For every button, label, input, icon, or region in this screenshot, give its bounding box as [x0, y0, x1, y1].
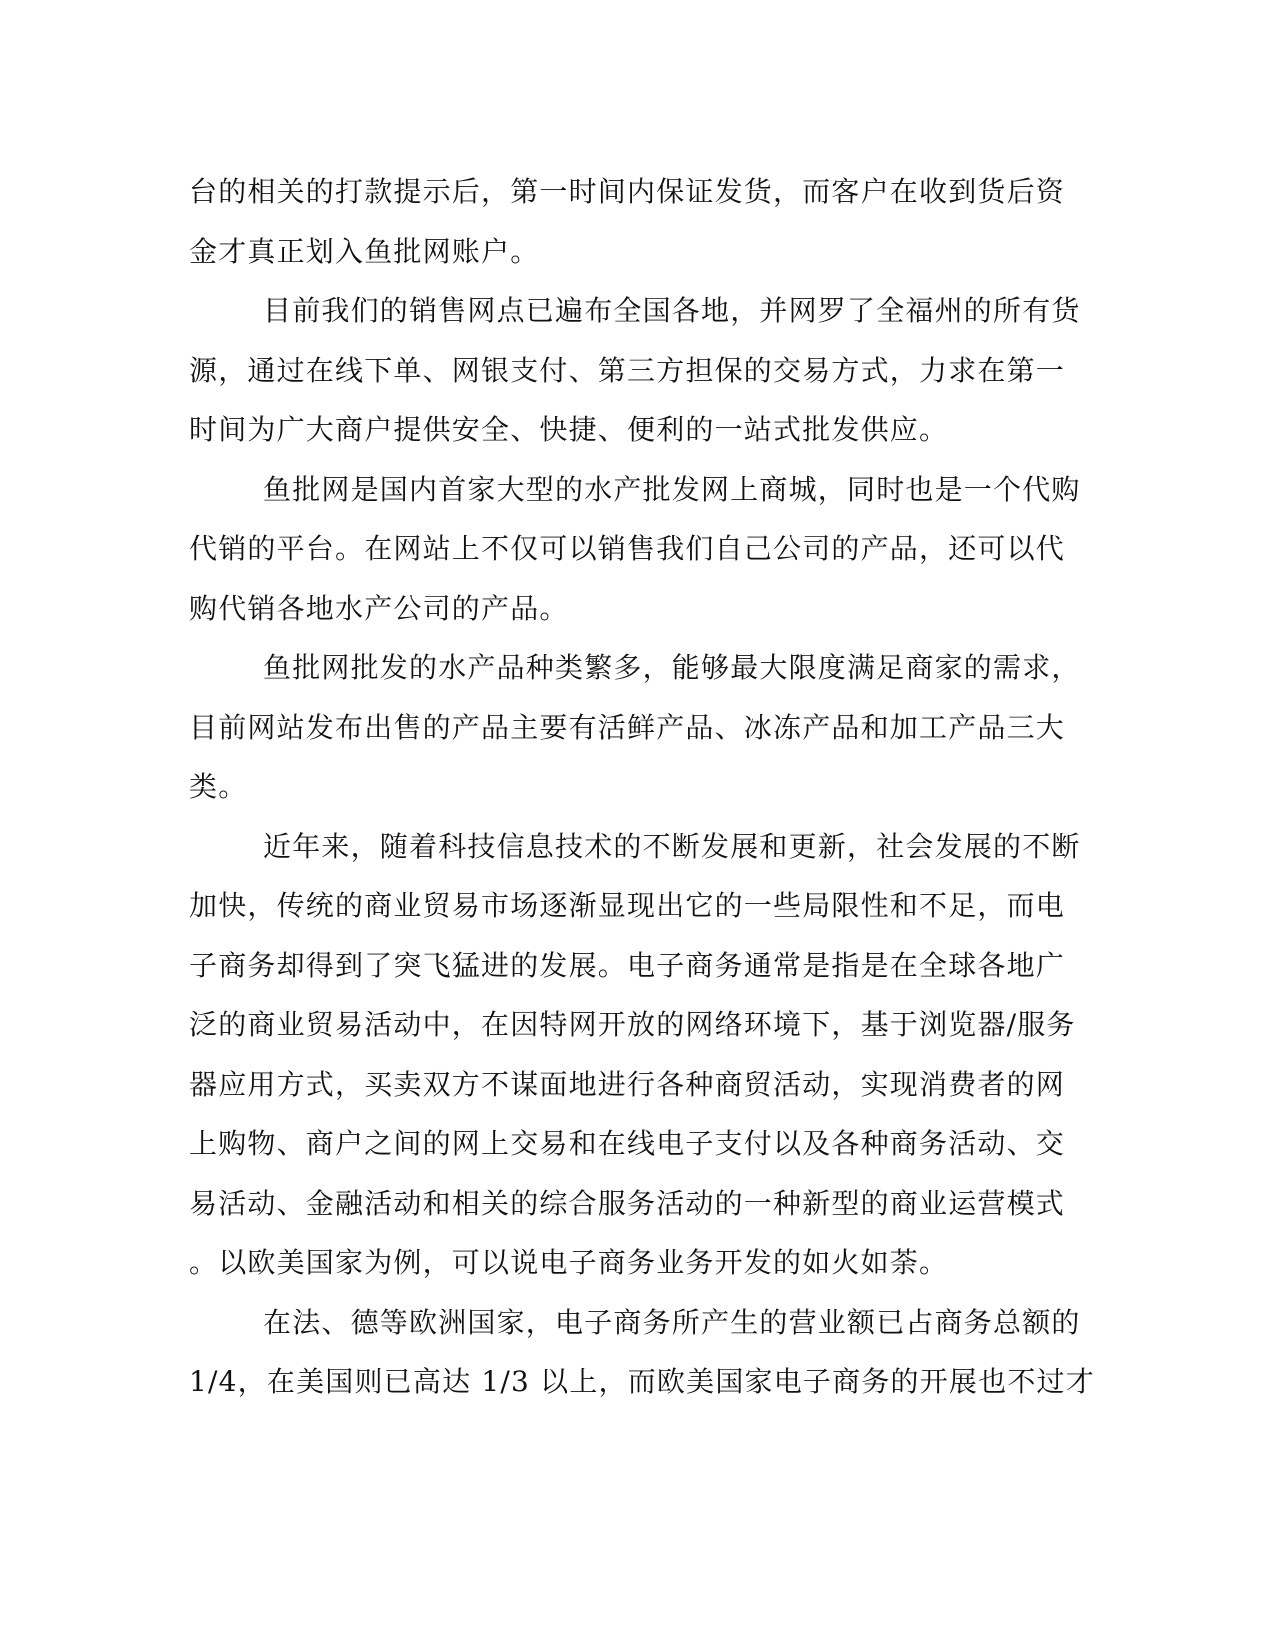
text-line: 上购物、商户之间的网上交易和在线电子支付以及各种商务活动、交 — [189, 1127, 1066, 1160]
text-line: 源，通过在线下单、网银支付、第三方担保的交易方式，力求在第一 — [189, 353, 1066, 387]
text-line: 器应用方式，买卖双方不谋面地进行各种商贸活动，实现消费者的网 — [189, 1067, 1066, 1101]
paragraph-first-line: 鱼批网批发的水产品种类繁多，能够最大限度满足商家的需求， — [263, 651, 1081, 684]
text-line: 泛的商业贸易活动中，在因特网开放的网络环境下，基于浏览器/服务 — [189, 1008, 1076, 1041]
paragraph-first-line: 在法、德等欧洲国家，电子商务所产生的营业额已占商务总额的 — [263, 1305, 1081, 1339]
document-body — [189, 162, 1095, 1412]
text-line: 购代销各地水产公司的产品。 — [189, 591, 569, 625]
paragraph-first-line: 鱼批网是国内首家大型的水产批发网上商城，同时也是一个代购 — [263, 472, 1081, 506]
text-line: 目前网站发布出售的产品主要有活鲜产品、冰冻产品和加工产品三大 — [189, 710, 1066, 744]
text-line: 时间为广大商户提供安全、快捷、便利的一站式批发供应。 — [189, 413, 949, 446]
text-line: 类。 — [189, 770, 248, 803]
text-line: 。以欧美国家为例，可以说电子商务业务开发的如火如荼。 — [189, 1246, 949, 1279]
text-line: 台的相关的打款提示后，第一时间内保证发货，而客户在收到货后资 — [189, 175, 1066, 208]
paragraph-first-line: 近年来，随着科技信息技术的不断发展和更新，社会发展的不断 — [263, 829, 1081, 863]
text-line: 子商务却得到了突飞猛进的发展。电子商务通常是指是在全球各地广 — [189, 948, 1066, 982]
text-line: 1/4，在美国则已高达 1/3 以上，而欧美国家电子商务的开展也不过才 — [189, 1365, 1095, 1398]
text-line: 易活动、金融活动和相关的综合服务活动的一种新型的商业运营模式 — [189, 1186, 1066, 1220]
paragraph-first-line: 目前我们的销售网点已遍布全国各地，并网罗了全福州的所有货 — [263, 294, 1081, 327]
text-line: 加快，传统的商业贸易市场逐渐显现出它的一些局限性和不足，而电 — [189, 889, 1066, 922]
text-line: 金才真正划入鱼批网账户。 — [189, 234, 540, 268]
text-line: 代销的平台。在网站上不仅可以销售我们自己公司的产品，还可以代 — [189, 532, 1066, 565]
